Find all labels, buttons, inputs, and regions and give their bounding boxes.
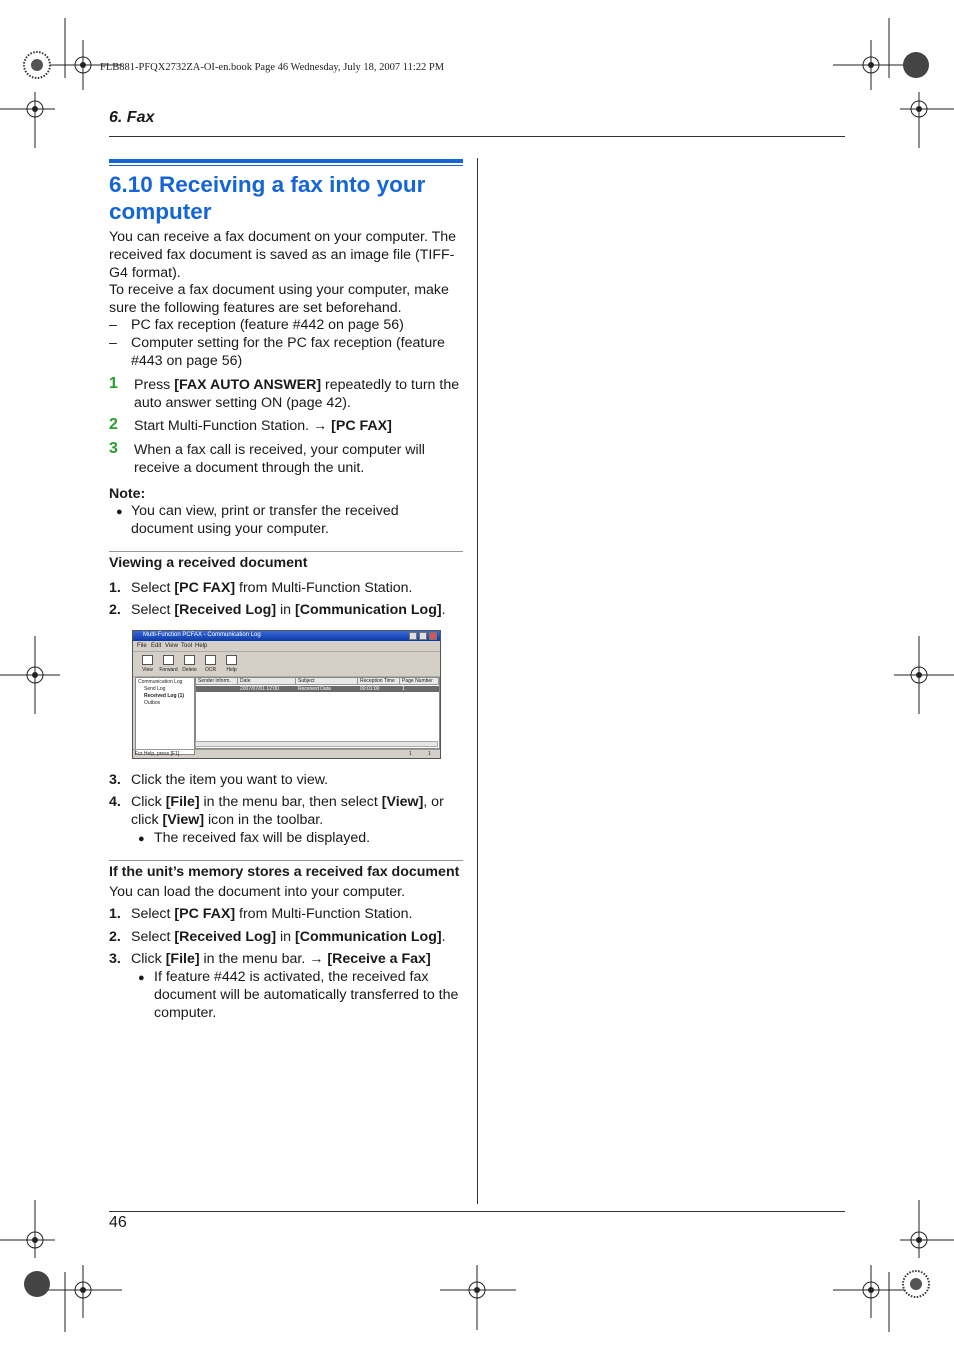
key-label: [View]: [162, 811, 205, 828]
key-label: [Received Log]: [174, 602, 277, 618]
dash-item: [109, 317, 464, 335]
key-label: [PC FAX]: [174, 906, 236, 922]
key-label: [Communication Log]: [295, 929, 442, 945]
list-item: 2. Select [Received Log] in [Communication Log].: [109, 602, 446, 618]
key-label: [Received Log]: [174, 929, 277, 945]
list-item: 3. Click the item you want to view.: [109, 772, 329, 788]
column-header: Sender inform.: [196, 678, 238, 685]
forward-icon: [163, 655, 174, 665]
list-item: 2. Select [Received Log] in [Communication Log].: [109, 929, 446, 945]
key-label: [Communication Log]: [295, 602, 442, 618]
divider: [109, 860, 463, 861]
menu-view: View: [165, 643, 178, 649]
key-label: [PC FAX]: [174, 580, 236, 596]
step-text: When a fax call is received, your computer will receive a document through the unit.: [134, 442, 425, 476]
arrow-icon: →: [313, 418, 328, 434]
status-total: 1: [428, 751, 431, 757]
key-label: [Receive a Fax]: [327, 951, 431, 967]
step-1: 1 Press [FAX AUTO ANSWER] repeatedly to turn the auto answer setting ON (page 42).: [109, 375, 460, 411]
viewing-heading: Viewing a received document: [109, 555, 308, 571]
dash-item-text: PC fax reception (feature #442 on page 56): [131, 317, 404, 333]
log-list: [195, 677, 440, 749]
column-header: Subject: [296, 678, 358, 685]
column-header: Reception Time: [358, 678, 400, 685]
intro-paragraph-2: To receive a fax document using your computer, make sure the following features are set beforehand.: [109, 282, 449, 316]
note-text: You can view, print or transfer the received document using your computer.: [131, 503, 399, 537]
memory-intro: You can load the document into your computer.: [109, 884, 406, 900]
arrow-icon: →: [309, 951, 324, 967]
toolbar-view: View: [138, 654, 157, 674]
sub-bullet-item: ● The received fax will be displayed.: [131, 830, 464, 848]
menu-edit: Edit: [151, 643, 162, 649]
page-title: 6.10 Receiving a fax into your computer: [109, 172, 426, 224]
menu-help: Help: [195, 643, 208, 649]
tree-item-send-log: Send Log: [144, 686, 166, 692]
step-3: [109, 442, 464, 478]
key-label: [FAX AUTO ANSWER]: [174, 377, 322, 393]
title-bar-thin: [109, 165, 463, 166]
menu-file: File: [137, 643, 147, 649]
menu-bar: [133, 642, 440, 651]
view-icon: [142, 655, 153, 665]
ocr-icon: [205, 655, 216, 665]
note-item: [109, 503, 464, 539]
help-icon: [226, 655, 237, 665]
list-item: 1. Select [PC FAX] from Multi-Function Station.: [109, 580, 413, 596]
maximize-icon: [419, 632, 427, 640]
list-item: 1. Select [PC FAX] from Multi-Function Station.: [109, 906, 413, 922]
status-help: For Help, press [F1]: [135, 751, 180, 757]
menu-tool: Tool: [181, 643, 193, 649]
column-header: Page Number: [400, 678, 439, 685]
key-label: [File]: [165, 794, 200, 810]
toolbar-forward: Forward: [159, 654, 178, 674]
divider: [109, 551, 463, 552]
dash-item: [109, 335, 464, 371]
status-count: 1: [409, 751, 412, 757]
page-number: 46: [109, 1214, 127, 1231]
header-rule: [109, 136, 845, 137]
dash-item-text: Computer setting for the PC fax reception (feature #443 on page 56): [131, 335, 445, 369]
key-label: [File]: [165, 951, 200, 967]
status-bar: [133, 749, 440, 759]
file-info: FLB881-PFQX2732ZA-OI-en.book Page 46 Wednesday, July 18, 2007 11:22 PM: [100, 62, 445, 73]
title-bar: [109, 159, 463, 163]
key-label: [View]: [381, 794, 424, 810]
list-item: 4. Click [File] in the menu bar, then select [View], or click [View] icon in the toolbar.: [109, 794, 444, 828]
sub-bullet-item: ● If feature #442 is activated, the received fax document will be automatically transferred to the computer.: [138, 969, 459, 1021]
tree-item-outbox: Outbox: [144, 700, 161, 706]
software-screenshot: [132, 630, 441, 759]
window-title: Multi-Function PCFAX - Communication Log: [143, 632, 261, 638]
toolbar-help: Help: [222, 654, 241, 674]
intro-paragraph-1: You can receive a fax document on your computer. The received fax document is saved as an image file (TIFF-G4 format).: [109, 229, 457, 281]
horizontal-scrollbar: [195, 741, 438, 747]
dash-marker: –: [109, 317, 117, 333]
tree-root: Communication Log: [138, 679, 183, 685]
close-icon: [429, 632, 437, 640]
tree-item-received-log: Received Log (1): [144, 693, 185, 699]
toolbar-delete: Delete: [180, 654, 199, 674]
section-label: 6. Fax: [109, 109, 155, 126]
step-number: 3: [109, 440, 118, 457]
memory-heading: If the unit’s memory stores a received fax document: [109, 864, 460, 880]
list-item: 3. Click [File] in the menu bar. → [Receive a Fax]: [109, 951, 431, 967]
note-label: Note:: [109, 486, 146, 502]
bullet-icon: ●: [116, 506, 123, 518]
delete-icon: [184, 655, 195, 665]
step-number: 1: [109, 375, 118, 392]
step-2: 2 Start Multi-Function Station. → [PC FAX]: [109, 416, 392, 434]
footer-rule: [109, 1211, 845, 1212]
toolbar-ocr: OCR: [201, 654, 220, 674]
key-label: [PC FAX]: [331, 418, 392, 434]
minimize-icon: [409, 632, 417, 640]
window-titlebar: [133, 631, 440, 641]
bullet-icon: ●: [138, 972, 145, 984]
column-header: Date: [238, 678, 296, 685]
column-divider: [477, 158, 478, 1204]
table-row: 2007/07/01 12:00 Received Data 00:01:00 1: [196, 686, 439, 692]
step-number: 2: [109, 416, 118, 433]
folder-tree: [135, 677, 195, 755]
toolbar: [133, 651, 440, 677]
dash-marker: –: [109, 335, 117, 351]
bullet-icon: ●: [138, 833, 145, 845]
